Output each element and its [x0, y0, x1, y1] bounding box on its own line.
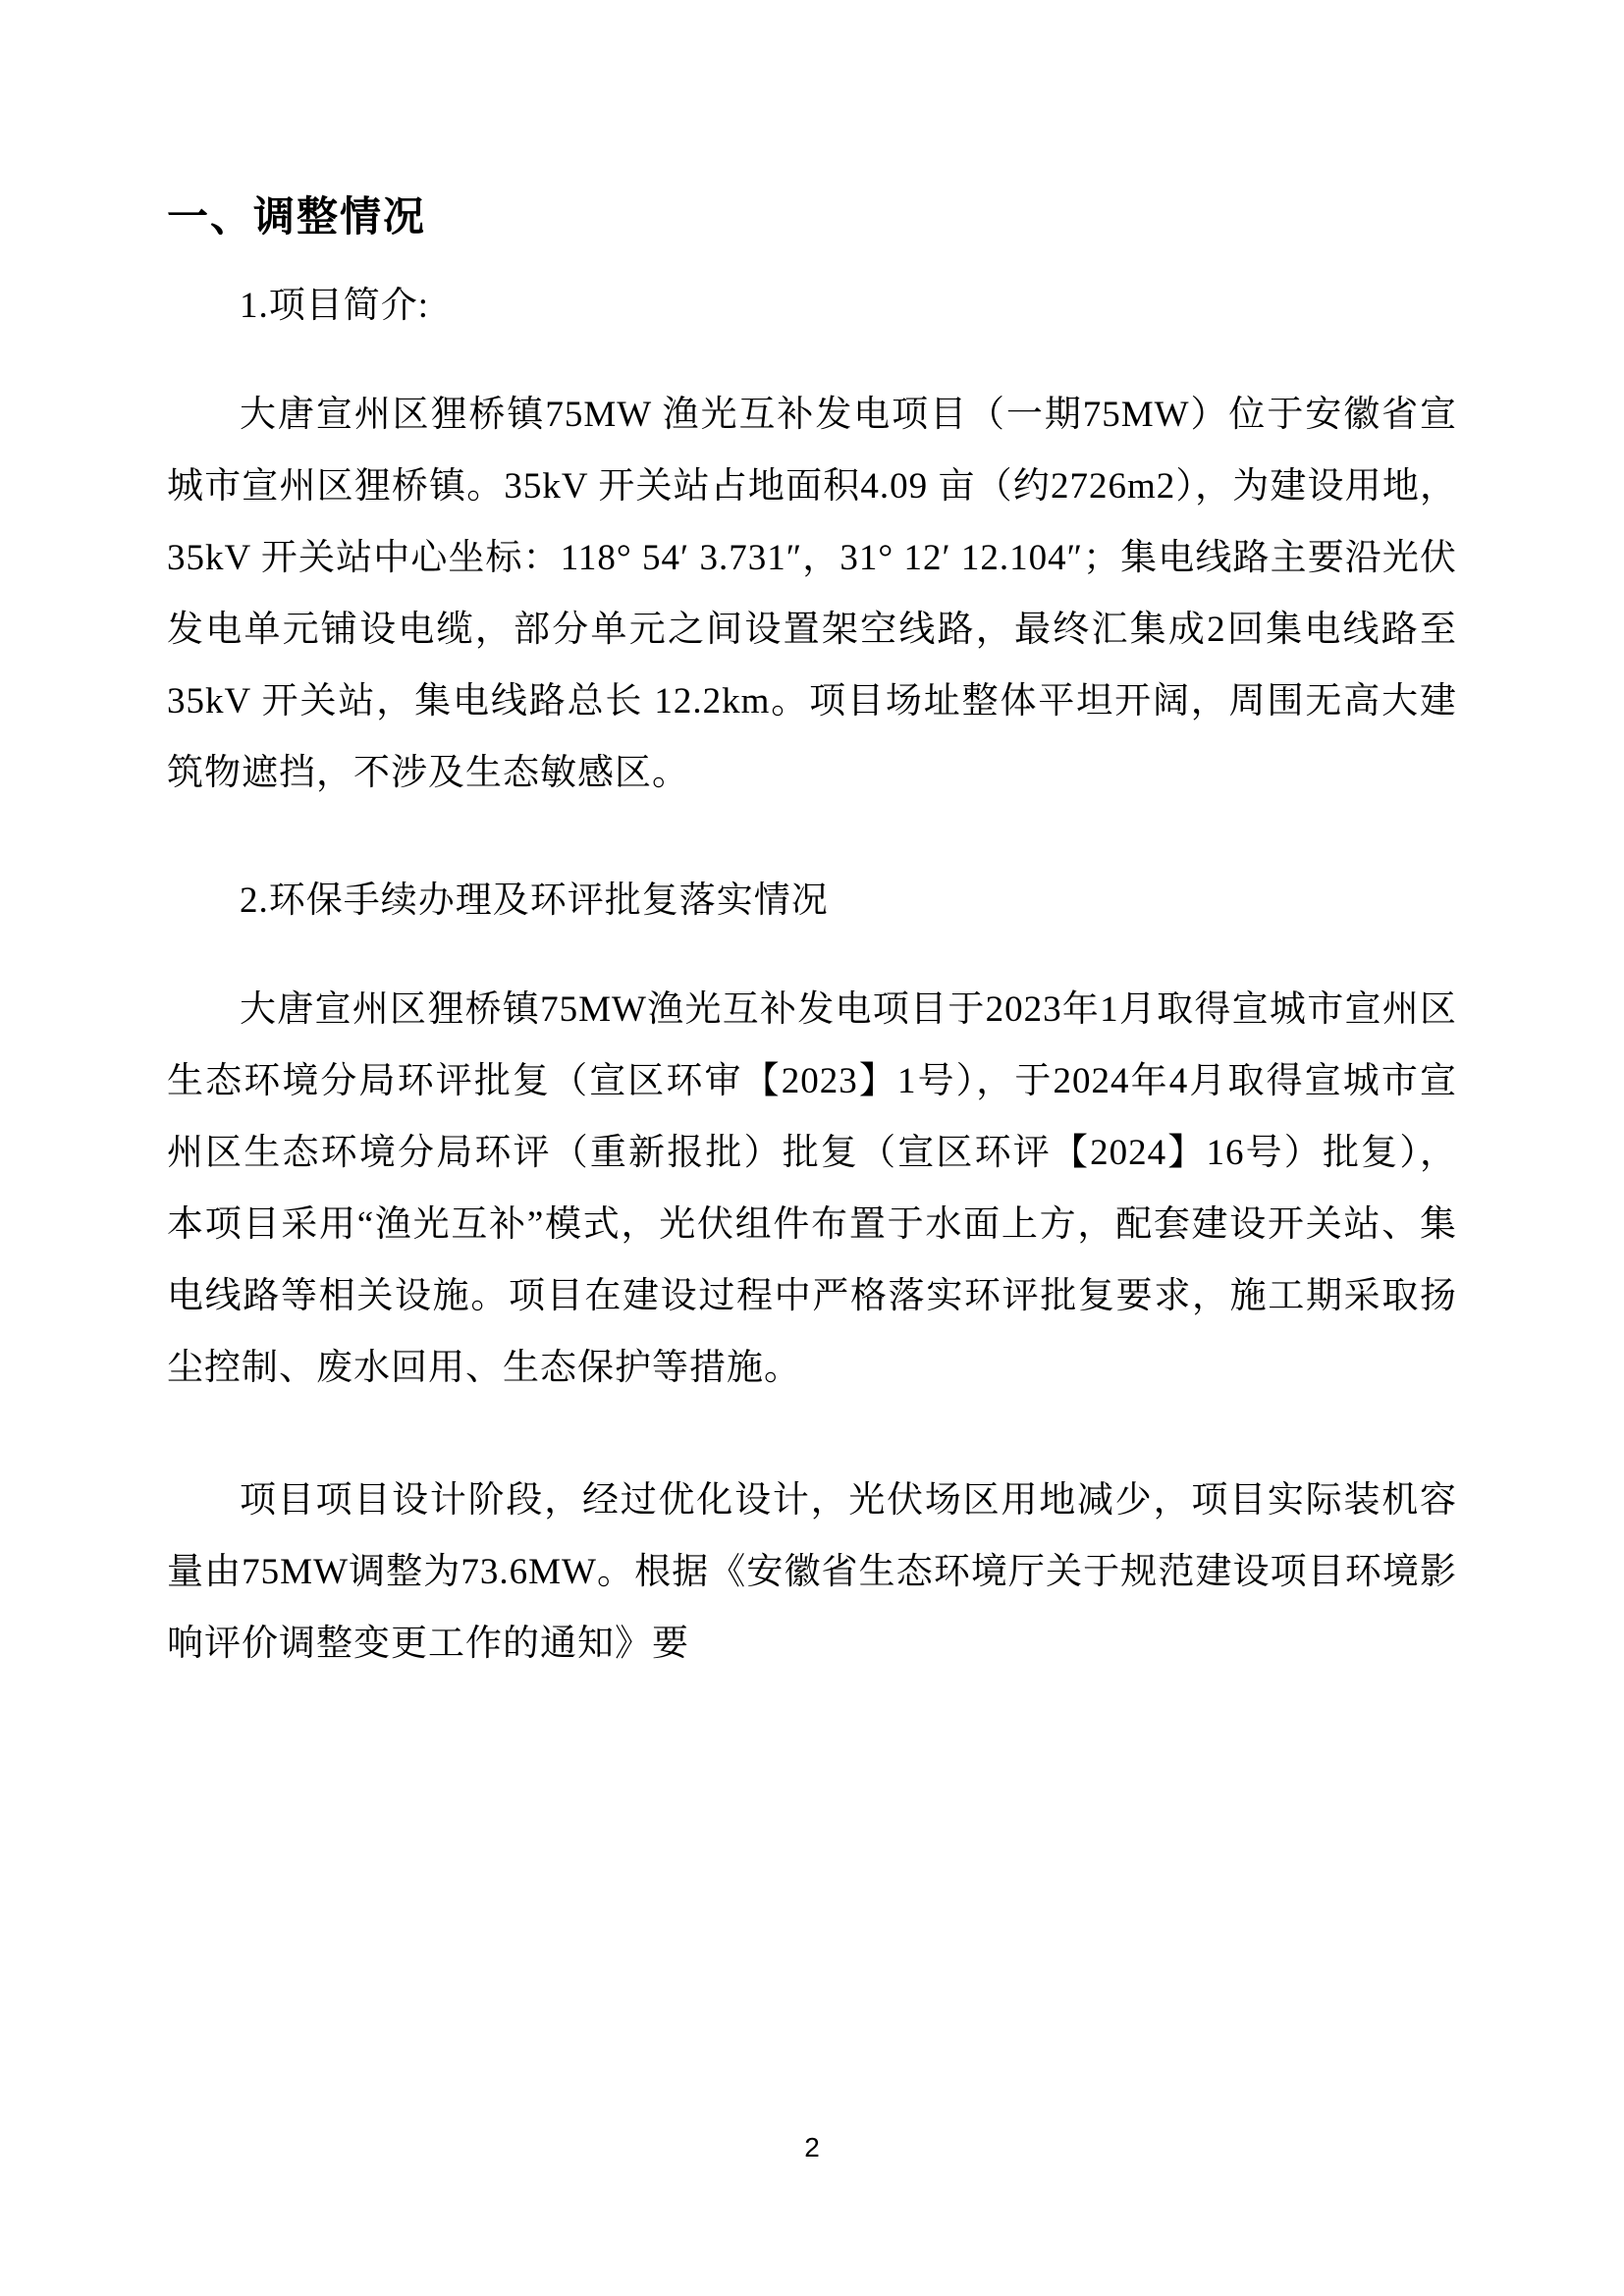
paragraph-capacity-adjustment: 项目项目设计阶段，经过优化设计，光伏场区用地减少，项目实际装机容量由75MW调整为73.6MW。根据《安徽省生态环境厅关于规范建设项目环境影响评价调整变更工作的通知》要	[167, 1480, 1457, 1664]
paragraph-eia-approval: 大唐宣州区狸桥镇75MW渔光互补发电项目于2023年1月取得宣城市宣州区生态环境分局环评批复（宣区环审【2023】1号），于2024年4月取得宣城市宣州区生态环境分局环评（重新报批）批复（宣区环评【2024】16号）批复），本项目采用“渔光互补”模式，光伏组件布置于水面上方，配套建设开关站、集电线路等相关设施。项目在建设过程中严格落实环评批复要求，施工期采取扬尘控制、废水回用、生态保护等措施。	[167, 989, 1457, 1388]
section-heading: 一、调整情况	[167, 195, 427, 240]
paragraph-project-intro: 大唐宣州区狸桥镇75MW 渔光互补发电项目（一期75MW）位于安徽省宣城市宣州区狸桥镇。35kV 开关站占地面积4.09 亩（约2726m2），为建设用地，35kV 开关站中心坐标：118° 54′ 3.731″，31° 12′ 12.104″；集电线路主要沿光伏发电单元铺设电缆，部分单元之间设置架空线路，最终汇集成2回集电线路至35kV 开关站，集电线路总长 12.2km。项目场址整体平坦开阔，周围无高大建筑物遮挡，不涉及生态敏感区。	[167, 395, 1457, 793]
page-number: 2	[804, 2132, 820, 2163]
subsection-title-project-intro: 1.项目简介:	[240, 286, 430, 326]
subsection-title-eia-approval: 2.环保手续办理及环评批复落实情况	[240, 881, 829, 921]
